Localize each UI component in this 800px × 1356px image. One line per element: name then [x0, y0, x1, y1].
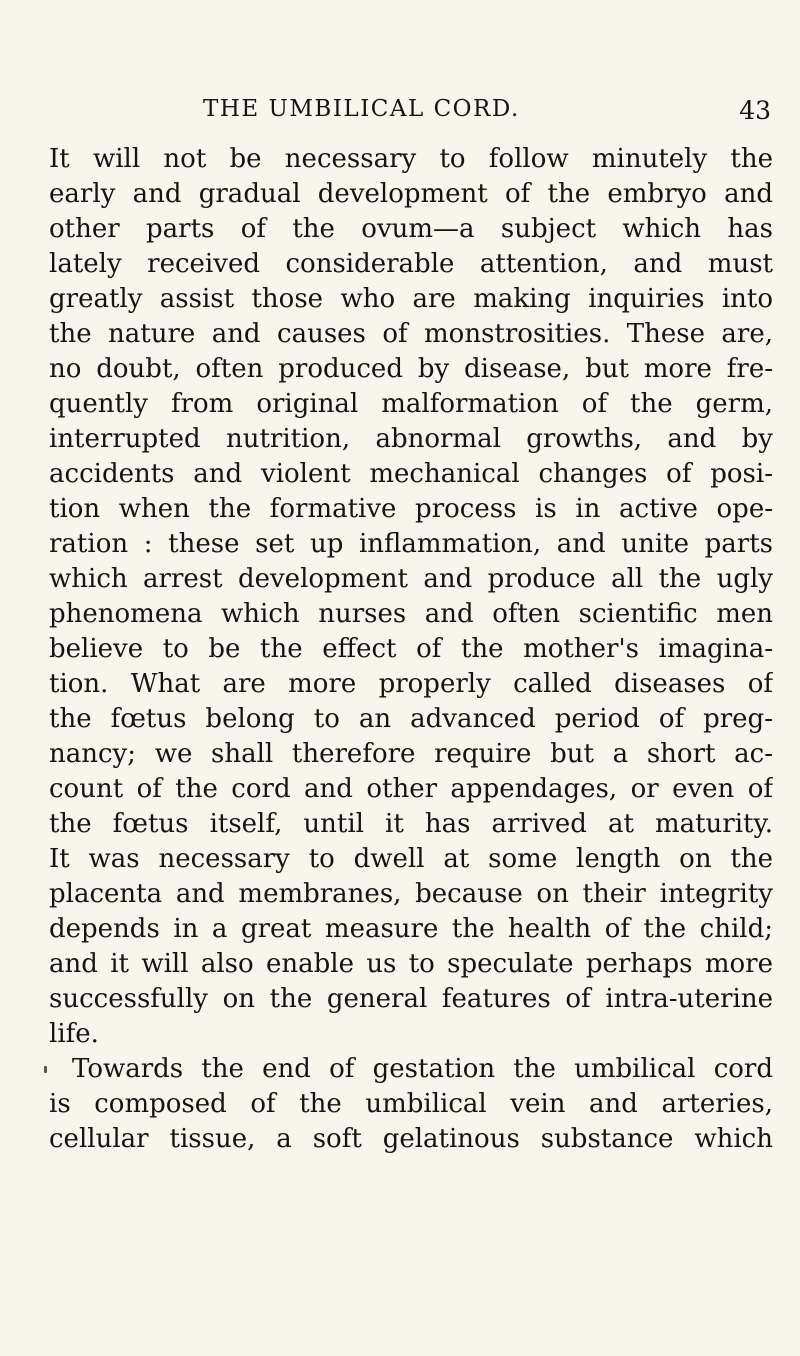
- text-line: placenta and membranes, because on their integrity: [49, 879, 773, 909]
- text-line: successfully on the general features of intra-uterine: [49, 984, 773, 1014]
- running-head-title: THE UMBILICAL CORD.: [203, 96, 520, 122]
- body-text: [49, 142, 773, 1157]
- text-line: life.: [49, 1019, 99, 1049]
- text-line: which arrest development and produce all the ugly: [49, 564, 773, 594]
- text-line: It will not be necessary to follow minutely the: [49, 144, 773, 174]
- text-line: phenomena which nurses and often scientific men: [49, 599, 773, 629]
- text-line: interrupted nutrition, abnormal growths, and by: [49, 424, 773, 454]
- text-line: ration : these set up inflammation, and unite parts: [49, 529, 773, 559]
- ink-speck: [44, 1066, 47, 1073]
- text-line: cellular tissue, a soft gelatinous substance which: [49, 1124, 773, 1154]
- text-line: no doubt, often produced by disease, but more fre-: [49, 354, 773, 384]
- running-head: [203, 96, 771, 132]
- text-line: tion. What are more properly called diseases of: [49, 669, 773, 699]
- text-line: count of the cord and other appendages, or even of: [49, 774, 773, 804]
- text-line: Towards the end of gestation the umbilical cord: [72, 1054, 773, 1084]
- text-line: nancy; we shall therefore require but a short ac-: [49, 739, 773, 769]
- text-line: depends in a great measure the health of the child;: [49, 914, 773, 944]
- text-line: is composed of the umbilical vein and arteries,: [49, 1089, 773, 1119]
- text-line: the fœtus itself, until it has arrived at maturity.: [49, 809, 773, 839]
- text-line: believe to be the effect of the mother's imagina-: [49, 634, 773, 664]
- text-line: and it will also enable us to speculate perhaps more: [49, 949, 773, 979]
- page-number: 43: [739, 96, 771, 125]
- text-line: accidents and violent mechanical changes of posi-: [49, 459, 773, 489]
- text-line: tion when the formative process is in active ope-: [49, 494, 773, 524]
- text-line: quently from original malformation of the germ,: [49, 389, 773, 419]
- text-line: other parts of the ovum—a subject which has: [49, 214, 773, 244]
- text-line: It was necessary to dwell at some length on the: [49, 844, 773, 874]
- text-line: lately received considerable attention, and must: [49, 249, 773, 279]
- text-line: greatly assist those who are making inquiries into: [49, 284, 773, 314]
- text-line: the nature and causes of monstrosities. These are,: [49, 319, 773, 349]
- text-line: the fœtus belong to an advanced period of preg-: [49, 704, 773, 734]
- text-line: early and gradual development of the embryo and: [49, 179, 773, 209]
